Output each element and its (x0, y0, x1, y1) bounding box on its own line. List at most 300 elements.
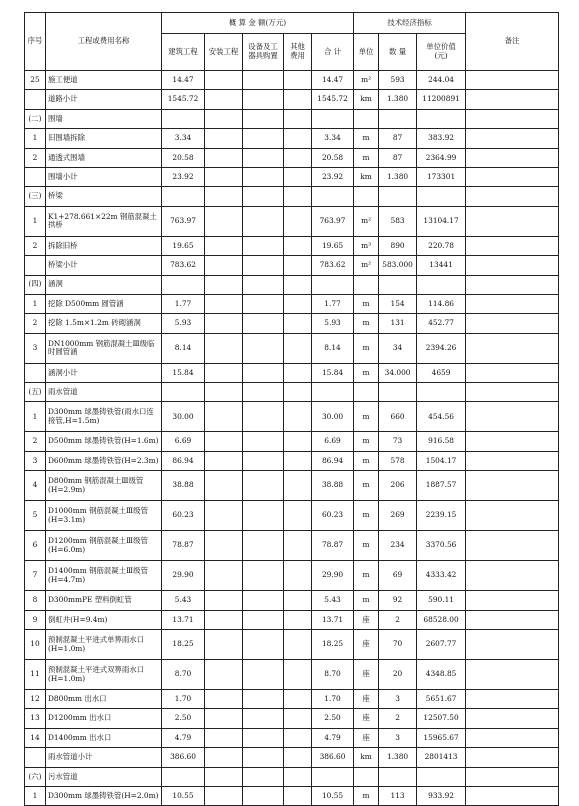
row-other (284, 591, 312, 610)
row-installation (205, 690, 243, 709)
row-total: 763.97 (312, 206, 354, 236)
row-construction: 386.60 (162, 748, 205, 767)
row-construction: 6.69 (162, 432, 205, 451)
row-other (284, 501, 312, 531)
row-seq: (六) (25, 767, 46, 786)
table-row (25, 531, 559, 561)
row-installation (205, 591, 243, 610)
row-other (284, 363, 312, 382)
row-equipment (243, 690, 284, 709)
row-quantity (379, 383, 417, 402)
row-installation (205, 767, 243, 786)
row-unit-value: 4659 (417, 363, 466, 382)
row-unit (354, 187, 379, 206)
row-quantity (379, 109, 417, 128)
row-installation (205, 187, 243, 206)
row-total: 6.69 (312, 432, 354, 451)
row-quantity: 3 (379, 728, 417, 747)
row-total: 1545.72 (312, 90, 354, 109)
row-seq: (二) (25, 109, 46, 128)
row-seq: 1 (25, 206, 46, 236)
row-unit-value (417, 767, 466, 786)
row-installation (205, 610, 243, 629)
col-installation-header: 安装工程 (205, 34, 243, 71)
row-remark (466, 129, 559, 148)
row-remark (466, 206, 559, 236)
row-seq: 12 (25, 690, 46, 709)
row-other (284, 187, 312, 206)
row-quantity: 578 (379, 451, 417, 470)
row-equipment (243, 129, 284, 148)
row-name: D300mm 球墨铸铁管(雨水口连接管,H=1.5m) (46, 402, 162, 432)
row-equipment (243, 71, 284, 90)
row-seq: 8 (25, 591, 46, 610)
row-name: 围墙 (46, 109, 162, 128)
row-other (284, 167, 312, 186)
row-name: D1200mm 出水口 (46, 709, 162, 728)
row-total: 18.25 (312, 630, 354, 660)
row-installation (205, 333, 243, 363)
row-other (284, 294, 312, 313)
row-equipment (243, 786, 284, 805)
table-row (25, 630, 559, 660)
table-row (25, 660, 559, 690)
row-quantity: 583 (379, 206, 417, 236)
row-construction (162, 767, 205, 786)
row-total: 86.94 (312, 451, 354, 470)
row-remark (466, 294, 559, 313)
row-equipment (243, 610, 284, 629)
row-seq: 1 (25, 786, 46, 805)
row-construction: 14.47 (162, 71, 205, 90)
row-name: 道路小计 (46, 90, 162, 109)
row-unit: 座 (354, 630, 379, 660)
row-remark (466, 363, 559, 382)
row-total: 15.84 (312, 363, 354, 382)
row-remark (466, 236, 559, 255)
row-total: 386.60 (312, 748, 354, 767)
row-unit: m (354, 786, 379, 805)
row-seq: 3 (25, 451, 46, 470)
row-quantity: 69 (379, 561, 417, 591)
table-row (25, 709, 559, 728)
row-unit: 座 (354, 728, 379, 747)
row-installation (205, 314, 243, 333)
row-equipment (243, 333, 284, 363)
row-name: D1000mm 钢筋混凝土Ⅲ级管(H=3.1m) (46, 501, 162, 531)
row-name: D300mm 球墨铸铁管(H=2.0m) (46, 786, 162, 805)
table-row (25, 471, 559, 501)
row-remark (466, 561, 559, 591)
row-other (284, 275, 312, 294)
row-installation (205, 709, 243, 728)
row-installation (205, 148, 243, 167)
row-total: 3.34 (312, 129, 354, 148)
row-equipment (243, 531, 284, 561)
row-total: 38.88 (312, 471, 354, 501)
row-unit-value (417, 187, 466, 206)
row-remark (466, 383, 559, 402)
row-unit: m³ (354, 236, 379, 255)
row-unit: m (354, 333, 379, 363)
row-construction (162, 275, 205, 294)
row-unit-value: 13104.17 (417, 206, 466, 236)
row-unit-value: 1887.57 (417, 471, 466, 501)
row-equipment (243, 275, 284, 294)
row-construction: 783.62 (162, 256, 205, 275)
row-seq (25, 256, 46, 275)
row-construction: 10.55 (162, 786, 205, 805)
table-body (25, 71, 559, 806)
row-equipment (243, 383, 284, 402)
row-remark (466, 709, 559, 728)
row-seq: 1 (25, 129, 46, 148)
row-other (284, 432, 312, 451)
row-quantity: 583.000 (379, 256, 417, 275)
row-unit: km (354, 748, 379, 767)
table-row (25, 187, 559, 206)
row-installation (205, 236, 243, 255)
row-total: 8.14 (312, 333, 354, 363)
row-other (284, 90, 312, 109)
row-installation (205, 109, 243, 128)
row-unit-value: 15965.67 (417, 728, 466, 747)
row-unit-value: 12507.50 (417, 709, 466, 728)
row-installation (205, 206, 243, 236)
row-seq: (四) (25, 275, 46, 294)
row-seq (25, 90, 46, 109)
row-unit: m² (354, 256, 379, 275)
row-seq: (五) (25, 383, 46, 402)
row-equipment (243, 630, 284, 660)
row-quantity: 70 (379, 630, 417, 660)
row-total (312, 275, 354, 294)
row-construction: 8.70 (162, 660, 205, 690)
row-name: 涵洞 (46, 275, 162, 294)
row-equipment (243, 109, 284, 128)
table-row (25, 690, 559, 709)
row-construction: 15.84 (162, 363, 205, 382)
row-quantity (379, 767, 417, 786)
row-construction: 2.50 (162, 709, 205, 728)
row-construction: 3.34 (162, 129, 205, 148)
row-installation (205, 531, 243, 561)
table-row (25, 167, 559, 186)
row-installation (205, 402, 243, 432)
row-equipment (243, 709, 284, 728)
table-row (25, 71, 559, 90)
row-quantity: 3 (379, 690, 417, 709)
row-quantity: 113 (379, 786, 417, 805)
row-quantity: 660 (379, 402, 417, 432)
row-unit-value: 13441 (417, 256, 466, 275)
table-row (25, 275, 559, 294)
row-other (284, 333, 312, 363)
row-name: 挖除 D500mm 圆管涵 (46, 294, 162, 313)
row-equipment (243, 660, 284, 690)
row-name: 预制混凝土平进式双箅雨水口(H=1.0m) (46, 660, 162, 690)
row-installation (205, 561, 243, 591)
row-seq: 2 (25, 236, 46, 255)
row-unit: m (354, 561, 379, 591)
row-unit: m (354, 294, 379, 313)
row-unit-value: 454.56 (417, 402, 466, 432)
row-name: D300mmPE 塑料倒虹管 (46, 591, 162, 610)
col-name-header: 工程或费用名称 (46, 13, 162, 71)
row-unit-value: 383.92 (417, 129, 466, 148)
row-installation (205, 786, 243, 805)
row-construction (162, 109, 205, 128)
row-other (284, 767, 312, 786)
row-unit-value: 11200891 (417, 90, 466, 109)
row-remark (466, 71, 559, 90)
row-remark (466, 748, 559, 767)
row-name: 旧围墙拆除 (46, 129, 162, 148)
row-seq: 11 (25, 660, 46, 690)
row-remark (466, 167, 559, 186)
row-other (284, 531, 312, 561)
row-installation (205, 630, 243, 660)
row-unit: m (354, 591, 379, 610)
row-unit-value: 3370.56 (417, 531, 466, 561)
row-construction: 19.65 (162, 236, 205, 255)
row-quantity: 87 (379, 148, 417, 167)
row-quantity: 206 (379, 471, 417, 501)
row-equipment (243, 767, 284, 786)
row-unit-value: 2394.26 (417, 333, 466, 363)
row-name: 污水管道 (46, 767, 162, 786)
row-equipment (243, 363, 284, 382)
row-construction: 8.14 (162, 333, 205, 363)
row-quantity: 154 (379, 294, 417, 313)
row-other (284, 314, 312, 333)
row-construction: 29.90 (162, 561, 205, 591)
row-quantity: 1.380 (379, 167, 417, 186)
row-construction: 78.87 (162, 531, 205, 561)
row-other (284, 471, 312, 501)
row-seq: (三) (25, 187, 46, 206)
row-installation (205, 748, 243, 767)
row-remark (466, 531, 559, 561)
row-construction (162, 187, 205, 206)
col-total-header: 合 计 (312, 34, 354, 71)
row-construction: 1545.72 (162, 90, 205, 109)
row-unit (354, 109, 379, 128)
row-unit: km (354, 167, 379, 186)
row-other (284, 561, 312, 591)
row-seq: 4 (25, 471, 46, 501)
row-total (312, 187, 354, 206)
row-seq (25, 748, 46, 767)
row-equipment (243, 501, 284, 531)
row-total: 2.50 (312, 709, 354, 728)
row-quantity: 1.380 (379, 748, 417, 767)
row-name: D1200mm 钢筋混凝土Ⅲ级管(H=6.0m) (46, 531, 162, 561)
row-name: 桥梁 (46, 187, 162, 206)
row-other (284, 256, 312, 275)
row-seq: 6 (25, 531, 46, 561)
row-name: 拆除旧桥 (46, 236, 162, 255)
row-quantity: 1.380 (379, 90, 417, 109)
row-construction: 23.92 (162, 167, 205, 186)
row-construction: 5.43 (162, 591, 205, 610)
row-other (284, 129, 312, 148)
row-other (284, 148, 312, 167)
row-installation (205, 363, 243, 382)
row-unit: m (354, 129, 379, 148)
row-total: 14.47 (312, 71, 354, 90)
row-quantity: 131 (379, 314, 417, 333)
row-seq: 2 (25, 432, 46, 451)
row-equipment (243, 451, 284, 470)
col-seq-header: 序号 (25, 13, 46, 71)
row-equipment (243, 236, 284, 255)
table-row (25, 432, 559, 451)
row-total: 1.70 (312, 690, 354, 709)
row-seq: 7 (25, 561, 46, 591)
row-total: 8.70 (312, 660, 354, 690)
row-total: 29.90 (312, 561, 354, 591)
row-other (284, 383, 312, 402)
row-unit: m (354, 314, 379, 333)
row-seq: 9 (25, 610, 46, 629)
row-other (284, 748, 312, 767)
row-seq (25, 363, 46, 382)
row-total: 10.55 (312, 786, 354, 805)
row-total: 783.62 (312, 256, 354, 275)
row-unit-value: 2607.77 (417, 630, 466, 660)
row-other (284, 690, 312, 709)
row-equipment (243, 90, 284, 109)
row-installation (205, 432, 243, 451)
row-unit-value: 4348.85 (417, 660, 466, 690)
row-seq: 1 (25, 294, 46, 313)
row-seq: 10 (25, 630, 46, 660)
row-quantity (379, 275, 417, 294)
row-total: 20.58 (312, 148, 354, 167)
row-unit: m (354, 402, 379, 432)
row-total (312, 109, 354, 128)
row-name: D600mm 球墨铸铁管(H=2.3m) (46, 451, 162, 470)
row-unit (354, 383, 379, 402)
row-unit: m² (354, 206, 379, 236)
table-row (25, 591, 559, 610)
row-other (284, 71, 312, 90)
row-remark (466, 187, 559, 206)
row-name: D800mm 出水口 (46, 690, 162, 709)
row-unit: m (354, 471, 379, 501)
row-remark (466, 767, 559, 786)
row-quantity: 92 (379, 591, 417, 610)
row-construction: 4.79 (162, 728, 205, 747)
row-equipment (243, 294, 284, 313)
row-unit: m (354, 501, 379, 531)
row-equipment (243, 471, 284, 501)
row-installation (205, 660, 243, 690)
row-unit: 座 (354, 709, 379, 728)
row-unit-value (417, 383, 466, 402)
row-total (312, 767, 354, 786)
row-total: 13.71 (312, 610, 354, 629)
col-quantity-header: 数 量 (379, 34, 417, 71)
row-total: 78.87 (312, 531, 354, 561)
col-remark-header: 备注 (466, 13, 559, 71)
row-total: 30.00 (312, 402, 354, 432)
row-remark (466, 630, 559, 660)
row-equipment (243, 206, 284, 236)
row-name: K1+278.661×22m 钢筋混凝土拱桥 (46, 206, 162, 236)
row-unit-value: 916.58 (417, 432, 466, 451)
table-row (25, 236, 559, 255)
row-unit-value: 2364.99 (417, 148, 466, 167)
row-seq: 25 (25, 71, 46, 90)
row-seq: 5 (25, 501, 46, 531)
row-other (284, 709, 312, 728)
row-construction: 1.77 (162, 294, 205, 313)
row-installation (205, 728, 243, 747)
row-quantity: 87 (379, 129, 417, 148)
table-row (25, 501, 559, 531)
row-construction (162, 383, 205, 402)
row-total (312, 383, 354, 402)
table-row (25, 767, 559, 786)
row-seq: 2 (25, 148, 46, 167)
table-row (25, 786, 559, 805)
estimate-group-header: 概 算 金 额(万元) (162, 13, 354, 34)
tech-group-header: 技术经济指标 (354, 13, 466, 34)
row-name: 施工便道 (46, 71, 162, 90)
row-other (284, 109, 312, 128)
row-remark (466, 90, 559, 109)
table-row (25, 402, 559, 432)
row-remark (466, 402, 559, 432)
table-row (25, 314, 559, 333)
row-unit-value: 173301 (417, 167, 466, 186)
row-total: 4.79 (312, 728, 354, 747)
row-installation (205, 167, 243, 186)
row-equipment (243, 148, 284, 167)
col-unit-header: 单位 (354, 34, 379, 71)
row-other (284, 236, 312, 255)
row-unit: 座 (354, 610, 379, 629)
row-installation (205, 294, 243, 313)
row-construction: 20.58 (162, 148, 205, 167)
row-unit-value: 2801413 (417, 748, 466, 767)
row-quantity: 593 (379, 71, 417, 90)
row-name: 桥梁小计 (46, 256, 162, 275)
row-equipment (243, 561, 284, 591)
row-total: 1.77 (312, 294, 354, 313)
row-unit-value: 2239.15 (417, 501, 466, 531)
row-equipment (243, 728, 284, 747)
row-equipment (243, 402, 284, 432)
row-name: 雨水管道小计 (46, 748, 162, 767)
row-construction: 763.97 (162, 206, 205, 236)
row-installation (205, 71, 243, 90)
row-installation (205, 256, 243, 275)
row-name: D1400mm 钢筋混凝土Ⅲ级管(H=4.7m) (46, 561, 162, 591)
estimate-table (24, 12, 559, 806)
row-unit (354, 275, 379, 294)
row-name: 挖除 1.5m×1.2m 砖砌涵洞 (46, 314, 162, 333)
table-row (25, 206, 559, 236)
row-remark (466, 275, 559, 294)
row-quantity: 34.000 (379, 363, 417, 382)
table-row (25, 610, 559, 629)
col-construction-header: 建筑工程 (162, 34, 205, 71)
row-construction: 60.23 (162, 501, 205, 531)
row-quantity: 234 (379, 531, 417, 561)
